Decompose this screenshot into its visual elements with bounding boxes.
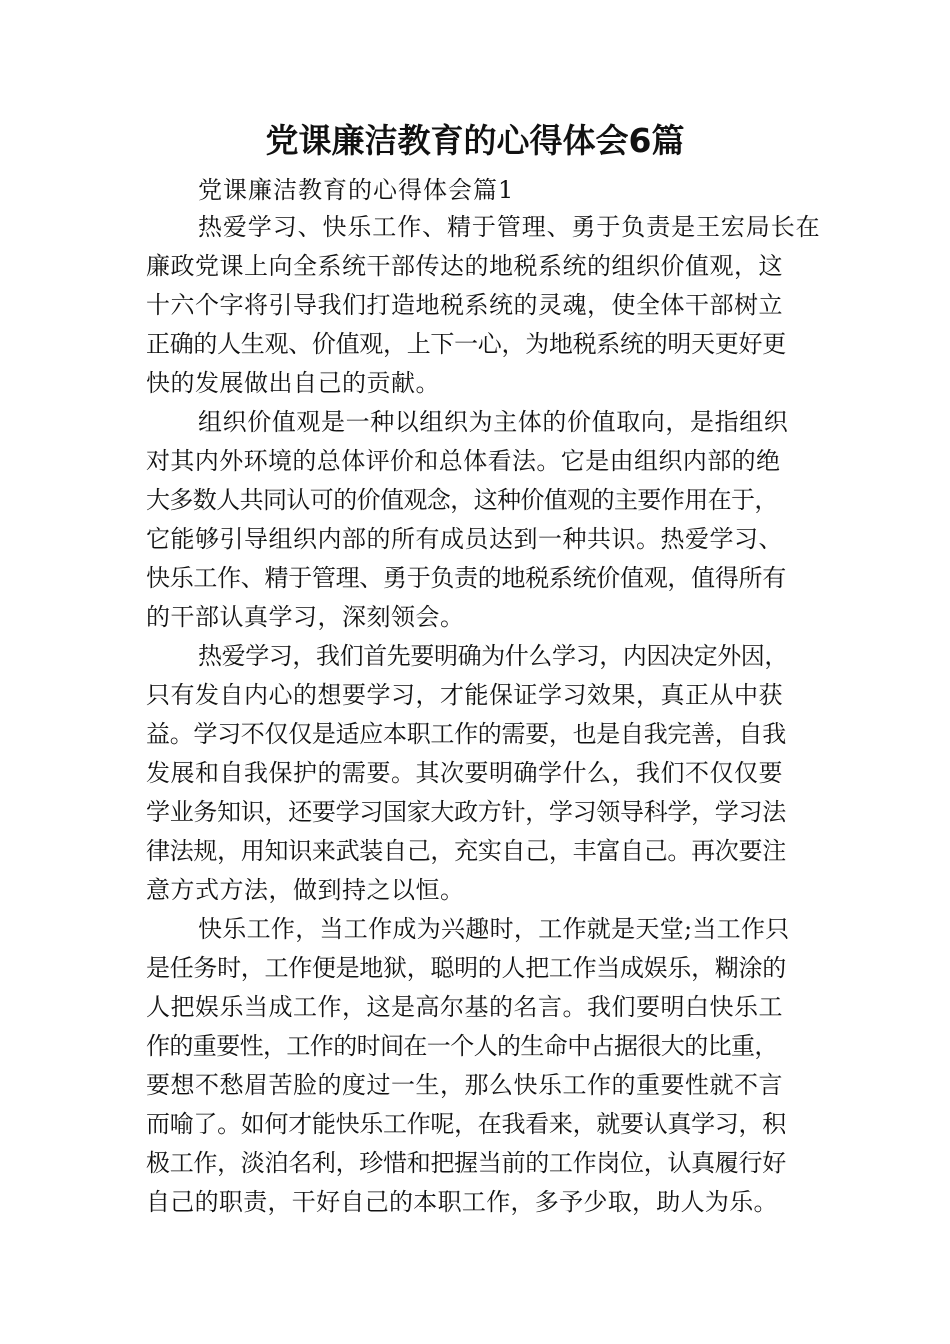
- document-title: 党课廉洁教育的心得体会6篇: [265, 121, 685, 160]
- text-line: 要想不愁眉苦脸的度过一生，那么快乐工作的重要性就不言: [146, 1071, 783, 1099]
- text-line: 律法规，用知识来武装自己，充实自己，丰富自己。再次要注: [146, 837, 786, 865]
- text-line: 极工作，淡泊名利，珍惜和把握当前的工作岗位，认真履行好: [146, 1149, 786, 1177]
- text-line: 大多数人共同认可的价值观念，这种价值观的主要作用在于，: [146, 486, 778, 514]
- text-line: 学业务知识，还要学习国家大政方针，学习领导科学，学习法: [146, 798, 786, 826]
- text-line: 它能够引导组织内部的所有成员达到一种共识。热爱学习、: [146, 525, 783, 553]
- text-line: 对其内外环境的总体评价和总体看法。它是由组织内部的绝: [146, 447, 781, 475]
- text-line: 十六个字将引导我们打造地税系统的灵魂，使全体干部树立: [146, 291, 783, 319]
- text-line: 而喻了。如何才能快乐工作呢，在我看来，就要认真学习，积: [146, 1110, 786, 1138]
- text-line: 正确的人生观、价值观，上下一心，为地税系统的明天更好更: [146, 330, 786, 358]
- text-line: 快乐工作，当工作成为兴趣时，工作就是天堂;当工作只: [198, 915, 790, 943]
- text-line: 廉政党课上向全系统干部传达的地税系统的组织价值观，这: [146, 252, 783, 280]
- text-line: 的干部认真学习，深刻领会。: [146, 603, 465, 631]
- text-line: 快乐工作、精于管理、勇于负责的地税系统价值观，值得所有: [146, 564, 786, 592]
- text-line: 发展和自我保护的需要。其次要明确学什么，我们不仅仅要: [146, 759, 783, 787]
- text-line: 快的发展做出自己的贡献。: [146, 369, 440, 397]
- text-line: 热爱学习，我们首先要明确为什么学习，内因决定外因，: [198, 642, 788, 670]
- text-line: 意方式方法，做到持之以恒。: [146, 876, 465, 904]
- text-line: 益。学习不仅仅是适应本职工作的需要，也是自我完善，自我: [146, 720, 786, 748]
- section-heading: 党课廉洁教育的心得体会篇1: [198, 176, 515, 204]
- text-line: 热爱学习、快乐工作、精于管理、勇于负责是王宏局长在: [198, 213, 821, 241]
- text-line: 组织价值观是一种以组织为主体的价值取向，是指组织: [198, 408, 789, 436]
- text-line: 是任务时，工作便是地狱，聪明的人把工作当成娱乐，糊涂的: [146, 954, 786, 982]
- text-line: 作的重要性，工作的时间在一个人的生命中占据很大的比重，: [146, 1032, 778, 1060]
- text-line: 只有发自内心的想要学习，才能保证学习效果，真正从中获: [146, 681, 783, 709]
- text-line: 自己的职责，干好自己的本职工作，多予少取，助人为乐。: [146, 1188, 778, 1216]
- text-line: 人把娱乐当成工作，这是高尔基的名言。我们要明白快乐工: [146, 993, 783, 1021]
